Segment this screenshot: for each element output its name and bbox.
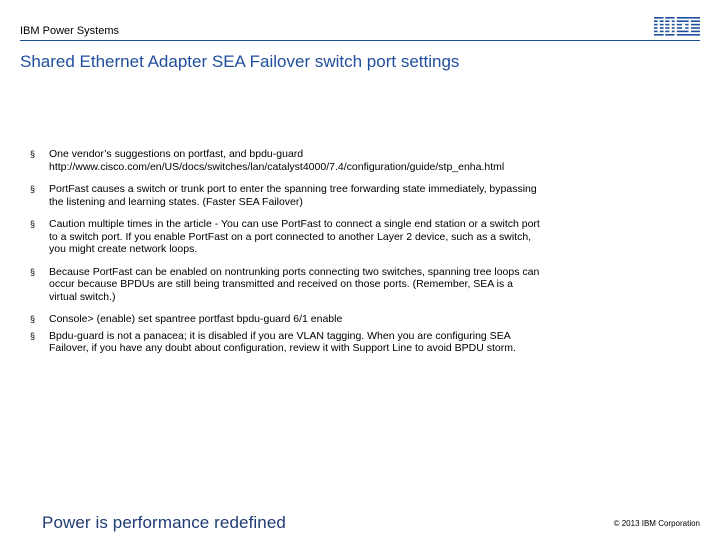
bullet-text-line: the listening and learning states. (Faster SEA Failover) bbox=[49, 195, 303, 208]
bullet-item bbox=[30, 218, 670, 256]
ibm-logo-icon bbox=[654, 16, 700, 38]
bullet-marker-icon: § bbox=[30, 149, 36, 159]
bullet-item bbox=[30, 148, 670, 173]
bullet-item bbox=[30, 313, 670, 326]
bullet-marker-icon: § bbox=[30, 219, 36, 229]
bullet-text-line: Bpdu-guard is not a panacea; it is disabled if you are VLAN tagging. When you are configuring SEA bbox=[49, 329, 511, 342]
bullet-marker-icon: § bbox=[30, 330, 36, 341]
bullet-text-line: Console> (enable) set spantree portfast bpdu-guard 6/1 enable bbox=[49, 313, 343, 325]
bullet-item bbox=[30, 183, 670, 208]
header-divider bbox=[20, 40, 700, 41]
bullet-text-line: to a switch port. If you enable PortFast on a port connected to another Layer 2 device, such as a switch, bbox=[49, 230, 532, 243]
bullet-list bbox=[30, 148, 670, 365]
bullet-text-line: Caution multiple times in the article - You can use PortFast to connect a single end station or a switch port bbox=[49, 218, 540, 230]
bullet-item bbox=[30, 330, 670, 355]
slide-title: Shared Ethernet Adapter SEA Failover switch port settings bbox=[20, 52, 460, 71]
bullet-text-line: Failover, if you have any doubt about configuration, review it with Support Line to avoid BPDU storm. bbox=[49, 342, 516, 354]
bullet-marker-icon: § bbox=[30, 266, 36, 277]
bullet-text-line: http://www.cisco.com/en/US/docs/switches/lan/catalyst4000/7.4/configuration/guide/stp_enha.html bbox=[49, 160, 505, 173]
bullet-text-line: One vendor’s suggestions on portfast, and bpdu-guard bbox=[49, 148, 304, 160]
footer-tagline: Power is performance redefined bbox=[42, 513, 286, 532]
header-label: IBM Power Systems bbox=[20, 25, 120, 37]
bullet-item bbox=[30, 266, 670, 304]
bullet-marker-icon: § bbox=[30, 314, 36, 324]
bullet-text-line: Because PortFast can be enabled on nontrunking ports connecting two switches, spanning tree loops can bbox=[49, 265, 540, 278]
bullet-marker-icon: § bbox=[30, 184, 36, 194]
bullet-text-line: you might create network loops. bbox=[49, 243, 198, 255]
bullet-text-line: occur because BPDUs are still being transmitted and received on those ports. (Remember, SEA is a bbox=[49, 278, 513, 290]
bullet-text-line: PortFast causes a switch or trunk port to enter the spanning tree forwarding state immediately, bypassing bbox=[49, 183, 537, 195]
bullet-text-line: virtual switch.) bbox=[49, 290, 116, 303]
footer-copyright: © 2013 IBM Corporation bbox=[613, 519, 700, 528]
